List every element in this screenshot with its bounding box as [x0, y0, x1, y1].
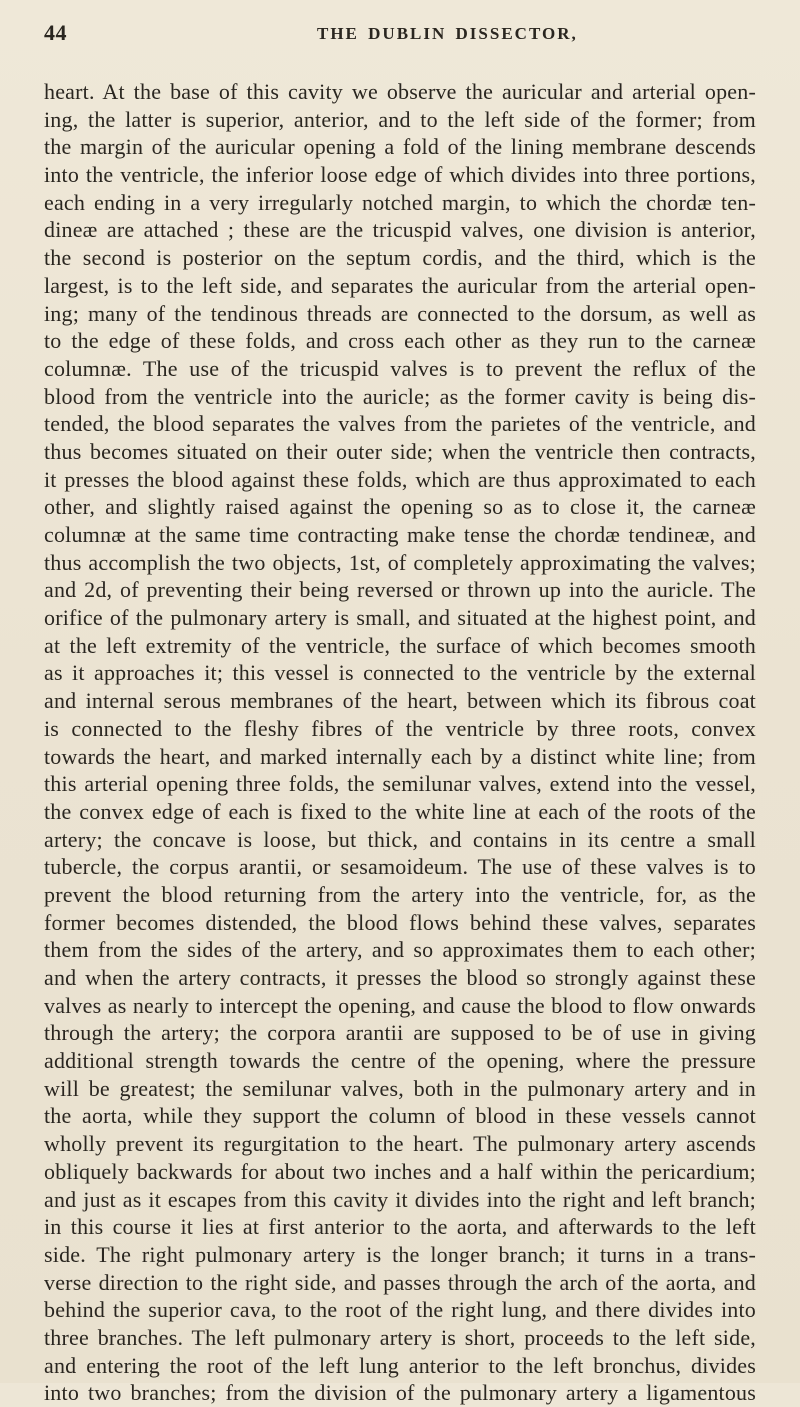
- text-line: and 2d, of preventing their being reversed or thrown up into the auricle. The: [44, 577, 756, 603]
- text-line: will be greatest; the semilunar valves, both in the pulmonary artery and in: [44, 1075, 756, 1101]
- running-head: [44, 18, 744, 46]
- text-line: thus accomplish the two objects, 1st, of completely approximating the valves;: [44, 549, 756, 575]
- text-line: through the artery; the corpora arantii are supposed to be of use in giving: [44, 1020, 756, 1046]
- text-line: behind the superior cava, to the root of the right lung, and there divides into: [44, 1297, 756, 1323]
- running-title: THE DUBLIN DISSECTOR,: [317, 24, 578, 43]
- text-line: and when the artery contracts, it presses the blood so strongly against these: [44, 965, 756, 990]
- text-line: and internal serous membranes of the heart, between which its fibrous coat: [44, 688, 756, 714]
- body-text: [44, 78, 756, 1407]
- text-line: as it approaches it; this vessel is connected to the ventricle by the external: [44, 660, 756, 686]
- text-line: obliquely backwards for about two inches and a half within the pericardium;: [44, 1158, 756, 1184]
- text-line: it presses the blood against these folds, which are thus approximated to each: [44, 466, 756, 492]
- text-line: to the edge of these folds, and cross each other as they run to the carneæ: [44, 328, 756, 354]
- text-line: ing, the latter is superior, anterior, and to the left side of the former; from: [44, 106, 756, 132]
- page-number: 44: [44, 20, 67, 45]
- text-line: and entering the root of the left lung anterior to the left bronchus, divides: [44, 1352, 756, 1378]
- text-line: and just as it escapes from this cavity it divides into the right and left branch;: [44, 1186, 756, 1212]
- text-line: verse direction to the right side, and passes through the arch of the aorta, and: [44, 1269, 756, 1295]
- text-line: orifice of the pulmonary artery is small, and situated at the highest point, and: [44, 605, 756, 631]
- text-line: them from the sides of the artery, and so approximates them to each other;: [44, 937, 756, 963]
- text-line: the aorta, while they support the column of blood in these vessels cannot: [44, 1103, 756, 1129]
- text-line: ing; many of the tendinous threads are connected to the dorsum, as well as: [44, 300, 756, 326]
- text-line: this arterial opening three folds, the semilunar valves, extend into the vessel,: [44, 771, 756, 797]
- text-line: wholly prevent its regurgitation to the heart. The pulmonary artery ascends: [44, 1131, 756, 1157]
- text-line: largest, is to the left side, and separates the auricular from the arterial open-: [44, 272, 756, 298]
- text-line: heart. At the base of this cavity we observe the auricular and arterial open-: [44, 79, 756, 104]
- text-line: other, and slightly raised against the opening so as to close it, the carneæ: [44, 494, 756, 520]
- text-line: valves as nearly to intercept the opening, and cause the blood to flow onwards: [44, 992, 756, 1018]
- text-line: prevent the blood returning from the artery into the ventricle, for, as the: [44, 881, 756, 907]
- text-line: in this course it lies at first anterior to the aorta, and afterwards to the left: [44, 1214, 756, 1240]
- text-line: columnæ at the same time contracting make tense the chordæ tendineæ, and: [44, 522, 756, 547]
- text-line: towards the heart, and marked internally each by a distinct white line; from: [44, 743, 756, 769]
- text-line: artery; the concave is loose, but thick, and contains in its centre a small: [44, 826, 756, 852]
- text-line: columnæ. The use of the tricuspid valves is to prevent the reflux of the: [44, 355, 756, 381]
- text-line: tubercle, the corpus arantii, or sesamoideum. The use of these valves is to: [44, 854, 756, 880]
- text-line: at the left extremity of the ventricle, the surface of which becomes smooth: [44, 632, 756, 658]
- text-line: into the ventricle, the inferior loose edge of which divides into three portions,: [44, 162, 756, 188]
- text-line: three branches. The left pulmonary artery is short, proceeds to the left side,: [44, 1324, 756, 1350]
- text-line: the convex edge of each is fixed to the white line at each of the roots of the: [44, 798, 756, 824]
- text-line: blood from the ventricle into the auricle; as the former cavity is being dis-: [44, 383, 756, 409]
- text-line: the margin of the auricular opening a fold of the lining membrane descends: [44, 134, 756, 160]
- text-line: is connected to the fleshy fibres of the ventricle by three roots, convex: [44, 715, 756, 741]
- text-line: the second is posterior on the septum cordis, and the third, which is the: [44, 245, 756, 271]
- text-line: thus becomes situated on their outer side; when the ventricle then contracts,: [44, 438, 756, 464]
- text-line: side. The right pulmonary artery is the longer branch; it turns in a trans-: [44, 1241, 756, 1267]
- text-line: dineæ are attached ; these are the tricuspid valves, one division is anterior,: [44, 217, 756, 243]
- text-line: tended, the blood separates the valves from the parietes of the ventricle, and: [44, 411, 756, 437]
- text-line: into two branches; from the division of the pulmonary artery a ligamentous: [44, 1380, 756, 1406]
- text-line: additional strength towards the centre of the opening, where the pressure: [44, 1048, 756, 1074]
- text-line: former becomes distended, the blood flows behind these valves, separates: [44, 909, 756, 935]
- text-line: each ending in a very irregularly notched margin, to which the chordæ ten-: [44, 189, 756, 215]
